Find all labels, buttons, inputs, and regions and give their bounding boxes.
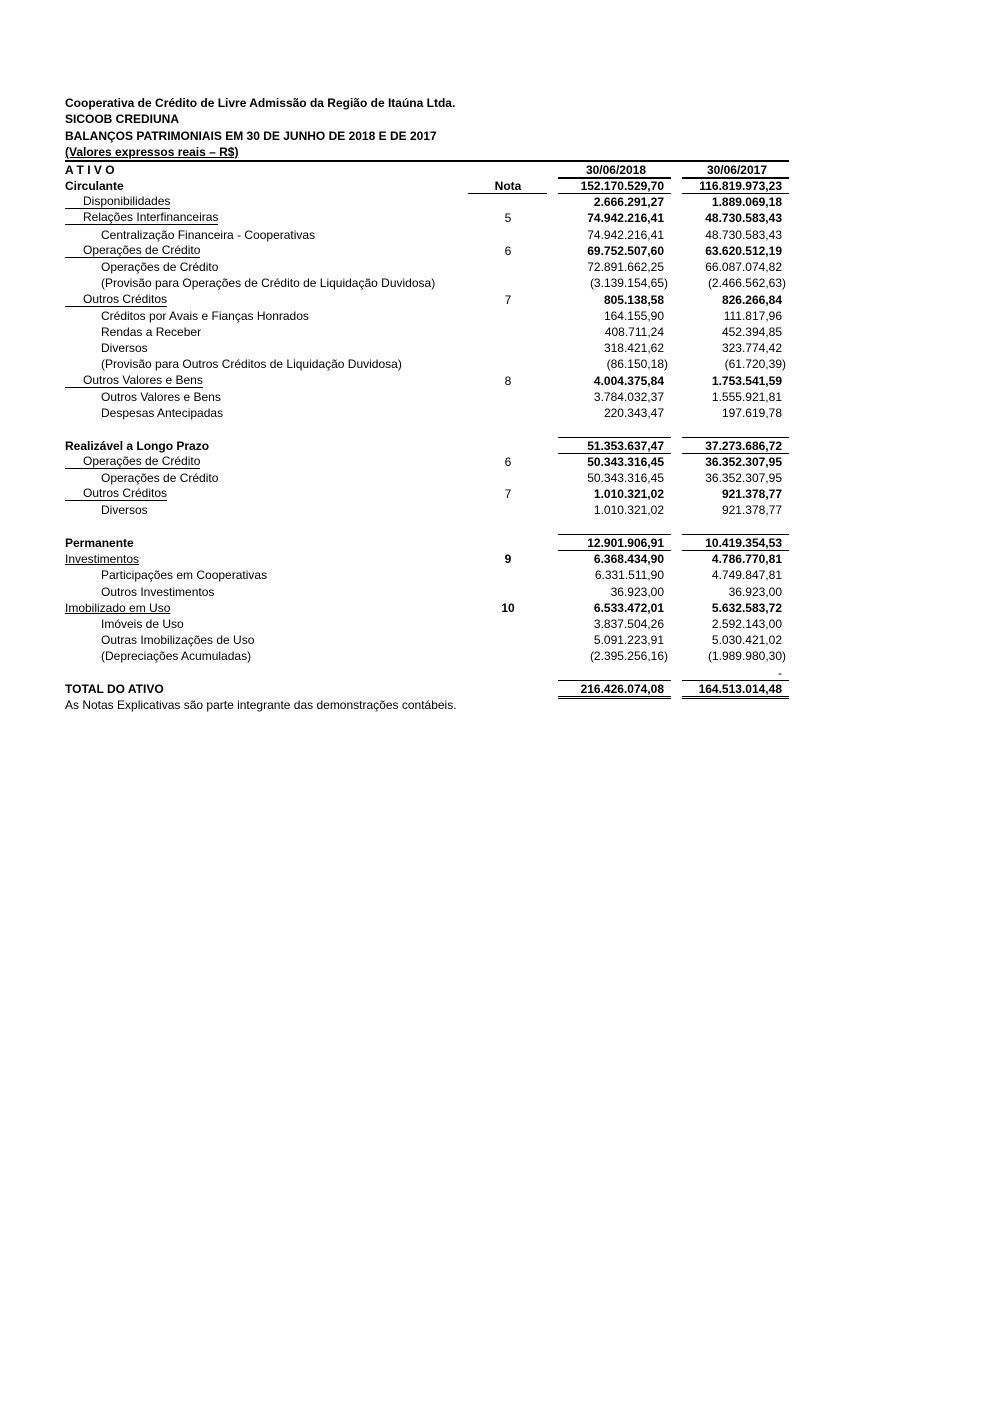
row-label: Outros Valores e Bens: [65, 373, 203, 388]
value-2017: 1.889.069,18: [711, 195, 782, 210]
row-label: Despesas Antecipadas: [101, 406, 224, 421]
row-label: Imóveis de Uso: [101, 616, 184, 631]
column-header-row: [0, 162, 1000, 178]
table-row: [0, 438, 1000, 454]
table-row: [0, 600, 1000, 616]
value-2018: 1.010.321,02: [593, 487, 664, 502]
value-2017: 826.266,84: [721, 292, 782, 307]
table-row: [0, 194, 1000, 210]
blank-row: [0, 519, 1000, 535]
value-2018: 12.901.906,91: [587, 535, 664, 550]
row-label: (Depreciações Acumuladas): [101, 649, 252, 664]
row-label: Permanente: [65, 535, 134, 550]
brand-name: SICOOB CREDIUNA: [65, 112, 180, 126]
column-date-2017: 30/06/2017: [706, 163, 767, 177]
table-row: [0, 243, 1000, 259]
row-label: (Provisão para Operações de Crédito de Liquidação Duvidosa): [101, 276, 436, 291]
row-nota: 7: [504, 292, 512, 307]
total-top-rule: [682, 437, 789, 438]
value-2017: 197.619,78: [721, 406, 782, 421]
value-2018: 805.138,58: [603, 292, 664, 307]
value-2018: 164.155,90: [603, 308, 664, 323]
table-row: [0, 356, 1000, 372]
value-2017: 921.378,77: [721, 503, 782, 518]
total-top-rule: [682, 680, 789, 681]
table-row: [0, 535, 1000, 551]
row-nota: 9: [504, 552, 512, 567]
table-row: [0, 210, 1000, 226]
value-2018: 220.343,47: [603, 406, 664, 421]
row-nota: 8: [504, 373, 512, 388]
value-2018: 318.421,62: [603, 341, 664, 356]
row-label: (Provisão para Outros Créditos de Liquidação Duvidosa): [101, 357, 402, 372]
value-2017: 48.730.583,43: [705, 211, 782, 226]
value-2017: 5.030.421,02: [711, 633, 782, 648]
row-label: Operações de Crédito: [65, 454, 200, 469]
value-2018: 51.353.637,47: [587, 438, 664, 453]
value-2018: (2.395.256,16): [589, 649, 668, 664]
row-label: Participações em Cooperativas: [101, 568, 268, 583]
value-2017: 36.923,00: [728, 584, 782, 599]
value-2017: 1.753.541,59: [711, 373, 782, 388]
footer-note-row: [0, 697, 1000, 713]
row-nota: 10: [501, 600, 515, 615]
row-label: Outros Investimentos: [101, 584, 215, 599]
value-2017: 4.749.847,81: [711, 568, 782, 583]
table-row: [0, 292, 1000, 308]
value-2017: 63.620.512,19: [705, 243, 782, 258]
row-label: Relações Interfinanceiras: [65, 210, 218, 225]
table-row: [0, 389, 1000, 405]
table-row: [0, 308, 1000, 324]
value-2017: 36.352.307,95: [705, 454, 782, 469]
value-2017: 48.730.583,43: [705, 227, 782, 242]
table-row: [0, 665, 1000, 681]
value-2018: 50.343.316,45: [587, 454, 664, 469]
value-2017: 2.592.143,00: [711, 616, 782, 631]
report-title: BALANÇOS PATRIMONIAIS EM 30 DE JUNHO DE 2018 E DE 2017: [65, 129, 437, 143]
total-top-rule: [558, 534, 671, 535]
total-top-rule: [558, 177, 671, 178]
value-2018: 4.004.375,84: [593, 373, 664, 388]
row-nota: 7: [504, 487, 512, 502]
row-label: Outras Imobilizações de Uso: [101, 633, 255, 648]
value-2017: 36.352.307,95: [705, 470, 782, 485]
blank-row: [0, 421, 1000, 437]
company-name: Cooperativa de Crédito de Livre Admissão da Região de Itaúna Ltda.: [65, 96, 456, 110]
value-2018: 50.343.316,45: [587, 470, 664, 485]
table-row: [0, 373, 1000, 389]
value-2017: 452.394,85: [721, 324, 782, 339]
value-2018: 2.666.291,27: [593, 195, 664, 210]
table-row: [0, 275, 1000, 291]
table-row: [0, 259, 1000, 275]
table-row: [0, 648, 1000, 664]
row-nota: 6: [504, 243, 512, 258]
table-row: [0, 178, 1000, 194]
row-label: Realizável a Longo Prazo: [65, 438, 210, 453]
total-top-rule: [682, 177, 789, 178]
column-nota: Nota: [494, 179, 522, 193]
value-2017: 66.087.074,82: [705, 260, 782, 275]
table-row: [0, 632, 1000, 648]
table-row: [0, 584, 1000, 600]
footer-note: As Notas Explicativas são parte integrante das demonstrações contábeis.: [65, 698, 457, 712]
value-2018: 1.010.321,02: [593, 503, 664, 518]
table-row: [0, 502, 1000, 518]
value-2018: 152.170.529,70: [580, 179, 664, 193]
value-2018: 36.923,00: [610, 584, 664, 599]
row-label: Centralização Financeira - Cooperativas: [101, 227, 316, 242]
value-2018: (86.150,18): [606, 357, 668, 372]
row-label: Circulante: [65, 179, 124, 193]
table-row: [0, 681, 1000, 697]
value-2018: 3.837.504,26: [593, 616, 664, 631]
total-top-rule: [682, 534, 789, 535]
table-row: [0, 567, 1000, 583]
value-2017: 5.632.583,72: [711, 600, 782, 615]
row-label: Investimentos: [65, 552, 140, 567]
value-2018: 69.752.507,60: [587, 243, 664, 258]
value-2018: 74.942.216,41: [587, 211, 664, 226]
value-2018: 3.784.032,37: [593, 389, 664, 404]
row-label: Créditos por Avais e Fianças Honrados: [101, 308, 309, 323]
value-2018: 6.533.472,01: [593, 600, 664, 615]
row-label: Diversos: [101, 341, 148, 356]
value-2018: (3.139.154,65): [589, 276, 668, 291]
value-2017: 10.419.354,53: [705, 535, 782, 550]
row-label: Operações de Crédito: [65, 243, 200, 258]
value-2018: 72.891.662,25: [587, 260, 664, 275]
table-row: [0, 486, 1000, 502]
table-row: [0, 454, 1000, 470]
value-2017: (1.989.980,30): [707, 649, 786, 664]
table-row: [0, 551, 1000, 567]
column-date-2018: 30/06/2018: [585, 163, 646, 177]
section-heading: A T I V O: [65, 163, 115, 177]
row-label: Outros Créditos: [65, 486, 167, 501]
row-label: Imobilizado em Uso: [65, 600, 171, 615]
value-2017: 1.555.921,81: [711, 389, 782, 404]
table-row: [0, 324, 1000, 340]
value-2017: 323.774,42: [721, 341, 782, 356]
value-2018: 6.368.434,90: [593, 552, 664, 567]
value-2017: 37.273.686,72: [705, 438, 782, 453]
row-label: Diversos: [101, 503, 148, 518]
value-2018: 6.331.511,90: [594, 568, 664, 583]
row-label: Operações de Crédito: [101, 260, 219, 275]
row-label: Outros Créditos: [65, 292, 167, 307]
report-subtitle: (Valores expressos reais – R$): [65, 145, 239, 159]
value-2018: 216.426.074,08: [580, 681, 664, 696]
table-row: [0, 470, 1000, 486]
row-label: TOTAL DO ATIVO: [65, 681, 164, 696]
value-2017: 111.817,96: [723, 308, 782, 323]
value-2017: (61.720,39): [724, 357, 786, 372]
value-2017: 164.513.014,48: [698, 681, 782, 696]
value-2018: 74.942.216,41: [587, 227, 664, 242]
value-2018: 5.091.223,91: [593, 633, 664, 648]
value-2017: -: [778, 665, 782, 680]
row-nota: 6: [504, 454, 512, 469]
row-label: Operações de Crédito: [101, 470, 219, 485]
table-row: [0, 405, 1000, 421]
row-nota: 5: [504, 211, 512, 226]
row-label: Rendas a Receber: [101, 324, 202, 339]
value-2017: (2.466.562,63): [707, 276, 786, 291]
total-top-rule: [558, 437, 671, 438]
value-2018: 408.711,24: [604, 324, 664, 339]
value-2017: 116.819.973,23: [699, 179, 782, 193]
table-row: [0, 227, 1000, 243]
total-top-rule: [558, 680, 671, 681]
table-row: [0, 616, 1000, 632]
row-label: Disponibilidades: [65, 194, 170, 209]
value-2017: 4.786.770,81: [711, 552, 782, 567]
value-2017: 921.378,77: [721, 487, 782, 502]
row-label: Outros Valores e Bens: [101, 389, 221, 404]
table-row: [0, 340, 1000, 356]
